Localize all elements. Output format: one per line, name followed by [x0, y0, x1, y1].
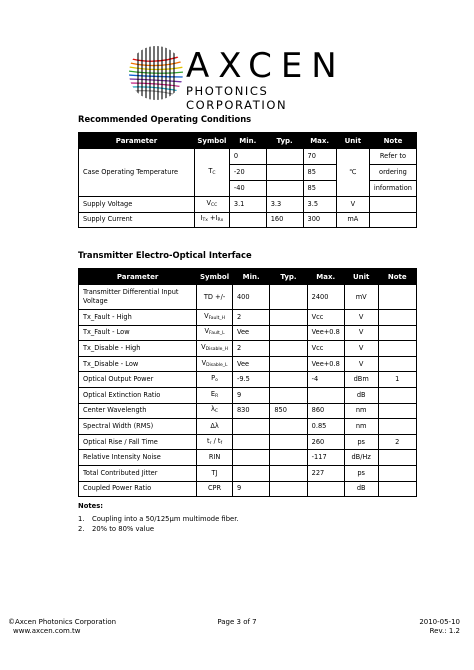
- header-min: Min.: [232, 269, 269, 285]
- header-max: Max.: [303, 133, 336, 149]
- param-cell: Case Operating Temperature: [79, 149, 195, 197]
- symbol-cell: Δλ: [197, 419, 233, 435]
- typ-cell: [266, 181, 303, 197]
- symbol-cell: [197, 325, 233, 341]
- table-row: [79, 434, 417, 450]
- symbol-cell: [194, 197, 229, 213]
- symbol-cell: [197, 341, 233, 357]
- param-cell: Total Contributed Jitter: [79, 465, 197, 481]
- param-cell: Tx_Disable - Low: [79, 356, 197, 372]
- unit-cell: dB/Hz: [344, 450, 378, 466]
- note-cell: [378, 285, 416, 310]
- min-cell: Vee: [232, 325, 269, 341]
- table-header-row: [79, 133, 417, 149]
- min-cell: -40: [229, 181, 266, 197]
- symbol-cell: RIN: [197, 450, 233, 466]
- note-cell: information: [369, 181, 416, 197]
- company-logo: [128, 45, 364, 112]
- typ-cell: [266, 165, 303, 181]
- typ-cell: 850: [270, 403, 307, 419]
- section-title-transmitter: Transmitter Electro-Optical Interface: [78, 250, 252, 260]
- unit-cell: V: [344, 341, 378, 357]
- table-row: [79, 481, 417, 497]
- section-title-operating-conditions: Recommended Operating Conditions: [78, 114, 252, 124]
- max-cell: -117: [307, 450, 344, 466]
- note-cell: [378, 465, 416, 481]
- unit-cell: V: [344, 325, 378, 341]
- symbol-cell: [197, 372, 233, 388]
- typ-cell: [270, 465, 307, 481]
- min-cell: [232, 419, 269, 435]
- logo-fiber-icon: [128, 45, 184, 101]
- transmitter-table: [78, 268, 417, 497]
- symbol-cell: [197, 356, 233, 372]
- unit-cell: V: [336, 197, 369, 213]
- max-cell: [307, 481, 344, 497]
- note-cell: ordering: [369, 165, 416, 181]
- note-cell: [378, 341, 416, 357]
- param-cell: Coupled Power Ratio: [79, 481, 197, 497]
- table-row: [79, 387, 417, 403]
- unit-cell: V: [344, 356, 378, 372]
- note-cell: [378, 325, 416, 341]
- table-row: [79, 341, 417, 357]
- symbol-sub2: Rx: [217, 218, 224, 224]
- note-cell: Refer to: [369, 149, 416, 165]
- max-cell: 85: [303, 181, 336, 197]
- min-cell: 0: [229, 149, 266, 165]
- header-symbol: Symbol: [197, 269, 233, 285]
- header-max: Max.: [307, 269, 344, 285]
- note-cell: [369, 212, 416, 228]
- header-parameter: Parameter: [79, 269, 197, 285]
- footer-company: ©Axcen Photonics Corporation: [8, 618, 117, 626]
- symbol-sub: CC: [211, 202, 218, 208]
- symbol-cell: [194, 149, 229, 197]
- footer-page-number: Page 3 of 7: [217, 618, 257, 626]
- note-cell: [378, 481, 416, 497]
- symbol-sub: R: [215, 393, 219, 399]
- symbol-main: V: [204, 327, 210, 336]
- note-cell: 1: [378, 372, 416, 388]
- max-cell: 85: [303, 165, 336, 181]
- typ-cell: 160: [266, 212, 303, 228]
- table-row: [79, 285, 417, 310]
- header-typ: Typ.: [270, 269, 307, 285]
- max-cell: Vee+0.8: [307, 356, 344, 372]
- note-cell: [369, 197, 416, 213]
- logo-wordmark: AXCEN: [186, 46, 346, 86]
- symbol-sub: r: [209, 440, 212, 446]
- note-text: Coupling into a 50/125μm multimode fiber.: [92, 515, 239, 523]
- param-cell: Optical Rise / Fall Time: [79, 434, 197, 450]
- typ-cell: [270, 325, 307, 341]
- symbol-main: P: [211, 374, 216, 383]
- typ-cell: [270, 481, 307, 497]
- symbol-cell: [197, 434, 233, 450]
- note-cell: [378, 403, 416, 419]
- note-number: 1.: [78, 515, 85, 523]
- symbol-main: I: [200, 214, 203, 223]
- operating-conditions-table: [78, 132, 417, 228]
- min-cell: [232, 434, 269, 450]
- symbol-cell: TJ: [197, 465, 233, 481]
- min-cell: 2: [232, 310, 269, 326]
- table-row: [79, 372, 417, 388]
- header-min: Min.: [229, 133, 266, 149]
- min-cell: 3.1: [229, 197, 266, 213]
- table-row: [79, 310, 417, 326]
- symbol-cell: [197, 310, 233, 326]
- notes-title: Notes:: [78, 502, 103, 510]
- symbol-cell: [194, 212, 229, 228]
- unit-cell: dBm: [344, 372, 378, 388]
- note-cell: [378, 356, 416, 372]
- max-cell: [307, 387, 344, 403]
- symbol-main: V: [204, 311, 209, 320]
- typ-cell: [270, 341, 307, 357]
- param-cell: Tx_Fault - High: [79, 310, 197, 326]
- typ-cell: [270, 419, 307, 435]
- unit-cell: V: [344, 310, 378, 326]
- table-row: [79, 419, 417, 435]
- max-cell: 2400: [307, 285, 344, 310]
- min-cell: 9: [232, 481, 269, 497]
- max-cell: 260: [307, 434, 344, 450]
- param-cell: Optical Extinction Ratio: [79, 387, 197, 403]
- min-cell: 2: [232, 341, 269, 357]
- note-cell: [378, 450, 416, 466]
- table-header-row: [79, 269, 417, 285]
- param-cell: Supply Voltage: [79, 197, 195, 213]
- min-cell: 830: [232, 403, 269, 419]
- header-typ: Typ.: [266, 133, 303, 149]
- min-cell: Vee: [232, 356, 269, 372]
- min-cell: -20: [229, 165, 266, 181]
- symbol-main: T: [208, 167, 213, 175]
- param-cell: Tx_Disable - High: [79, 341, 197, 357]
- table-row: [79, 403, 417, 419]
- symbol-main: V: [206, 198, 212, 207]
- typ-cell: [270, 372, 307, 388]
- min-cell: 9: [232, 387, 269, 403]
- footer-right: [419, 618, 460, 636]
- symbol-sub: Disable_L: [206, 362, 228, 368]
- min-cell: -9.5: [232, 372, 269, 388]
- max-cell: -4: [307, 372, 344, 388]
- table-row: [79, 325, 417, 341]
- symbol-sub: C: [214, 409, 219, 415]
- typ-cell: [270, 434, 307, 450]
- header-note: Note: [369, 133, 416, 149]
- unit-cell: ps: [344, 434, 378, 450]
- header-note: Note: [378, 269, 416, 285]
- max-cell: 3.5: [303, 197, 336, 213]
- typ-cell: [270, 387, 307, 403]
- symbol-cell: TD +/-: [197, 285, 233, 310]
- unit-cell: dB: [344, 481, 378, 497]
- param-cell: Relative Intensity Noise: [79, 450, 197, 466]
- symbol-cell: [197, 403, 233, 419]
- note-cell: [378, 387, 416, 403]
- max-cell: Vcc: [307, 341, 344, 357]
- note-number: 2.: [78, 525, 85, 533]
- header-unit: Unit: [344, 269, 378, 285]
- footer-website: www.axcen.com.tw: [13, 627, 81, 635]
- symbol-main: V: [201, 358, 207, 367]
- max-cell: 300: [303, 212, 336, 228]
- param-cell: Tx_Fault - Low: [79, 325, 197, 341]
- param-cell: Center Wavelength: [79, 403, 197, 419]
- typ-cell: 3.3: [266, 197, 303, 213]
- symbol-sub: Fault_L: [209, 331, 225, 337]
- table-row: [79, 356, 417, 372]
- symbol-sub: Disable_H: [205, 346, 228, 352]
- symbol-sub: Tx: [202, 218, 208, 224]
- unit-cell: mV: [344, 285, 378, 310]
- symbol-cell: CPR: [197, 481, 233, 497]
- header-parameter: Parameter: [79, 133, 195, 149]
- table-row: [79, 149, 417, 165]
- unit-cell: mA: [336, 212, 369, 228]
- param-cell: Transmitter Differential Input Voltage: [79, 285, 197, 310]
- logo-subtitle: PHOTONICS CORPORATION: [186, 84, 288, 112]
- typ-cell: [266, 149, 303, 165]
- table-row: [79, 212, 417, 228]
- notes-section: [78, 502, 239, 535]
- symbol-cell: [197, 387, 233, 403]
- symbol-sub2: f: [220, 440, 223, 446]
- symbol-extra: +I: [207, 214, 218, 223]
- symbol-main: λ: [211, 405, 215, 414]
- note-cell: [378, 419, 416, 435]
- header-unit: Unit: [336, 133, 369, 149]
- min-cell: [232, 450, 269, 466]
- header-symbol: Symbol: [194, 133, 229, 149]
- note-text: 20% to 80% value: [92, 525, 155, 533]
- symbol-sub: C: [212, 171, 216, 176]
- max-cell: 0.85: [307, 419, 344, 435]
- unit-cell: nm: [344, 419, 378, 435]
- unit-cell: ℃: [336, 149, 369, 197]
- symbol-main: E: [210, 389, 216, 398]
- typ-cell: [270, 450, 307, 466]
- symbol-main: t: [207, 436, 210, 445]
- note-item: [78, 525, 239, 533]
- note-cell: [378, 310, 416, 326]
- unit-cell: dB: [344, 387, 378, 403]
- param-cell: Supply Current: [79, 212, 195, 228]
- param-cell: Optical Output Power: [79, 372, 197, 388]
- symbol-sub: Fault_H: [208, 315, 226, 321]
- min-cell: 400: [232, 285, 269, 310]
- table-row: [79, 197, 417, 213]
- table-row: [79, 450, 417, 466]
- min-cell: [232, 465, 269, 481]
- note-item: [78, 515, 239, 523]
- max-cell: Vcc: [307, 310, 344, 326]
- symbol-extra: / t: [211, 436, 221, 445]
- max-cell: 70: [303, 149, 336, 165]
- footer-revision: Rev.: 1.2: [429, 627, 460, 635]
- unit-cell: ps: [344, 465, 378, 481]
- symbol-main: V: [201, 342, 206, 351]
- max-cell: 227: [307, 465, 344, 481]
- footer-date: 2010-05-10: [419, 618, 460, 626]
- max-cell: Vee+0.8: [307, 325, 344, 341]
- typ-cell: [270, 356, 307, 372]
- note-cell: 2: [378, 434, 416, 450]
- typ-cell: [270, 285, 307, 310]
- param-cell: Spectral Width (RMS): [79, 419, 197, 435]
- max-cell: 860: [307, 403, 344, 419]
- typ-cell: [270, 310, 307, 326]
- unit-cell: nm: [344, 403, 378, 419]
- table-row: [79, 465, 417, 481]
- min-cell: [229, 212, 266, 228]
- symbol-sub: o: [215, 378, 218, 384]
